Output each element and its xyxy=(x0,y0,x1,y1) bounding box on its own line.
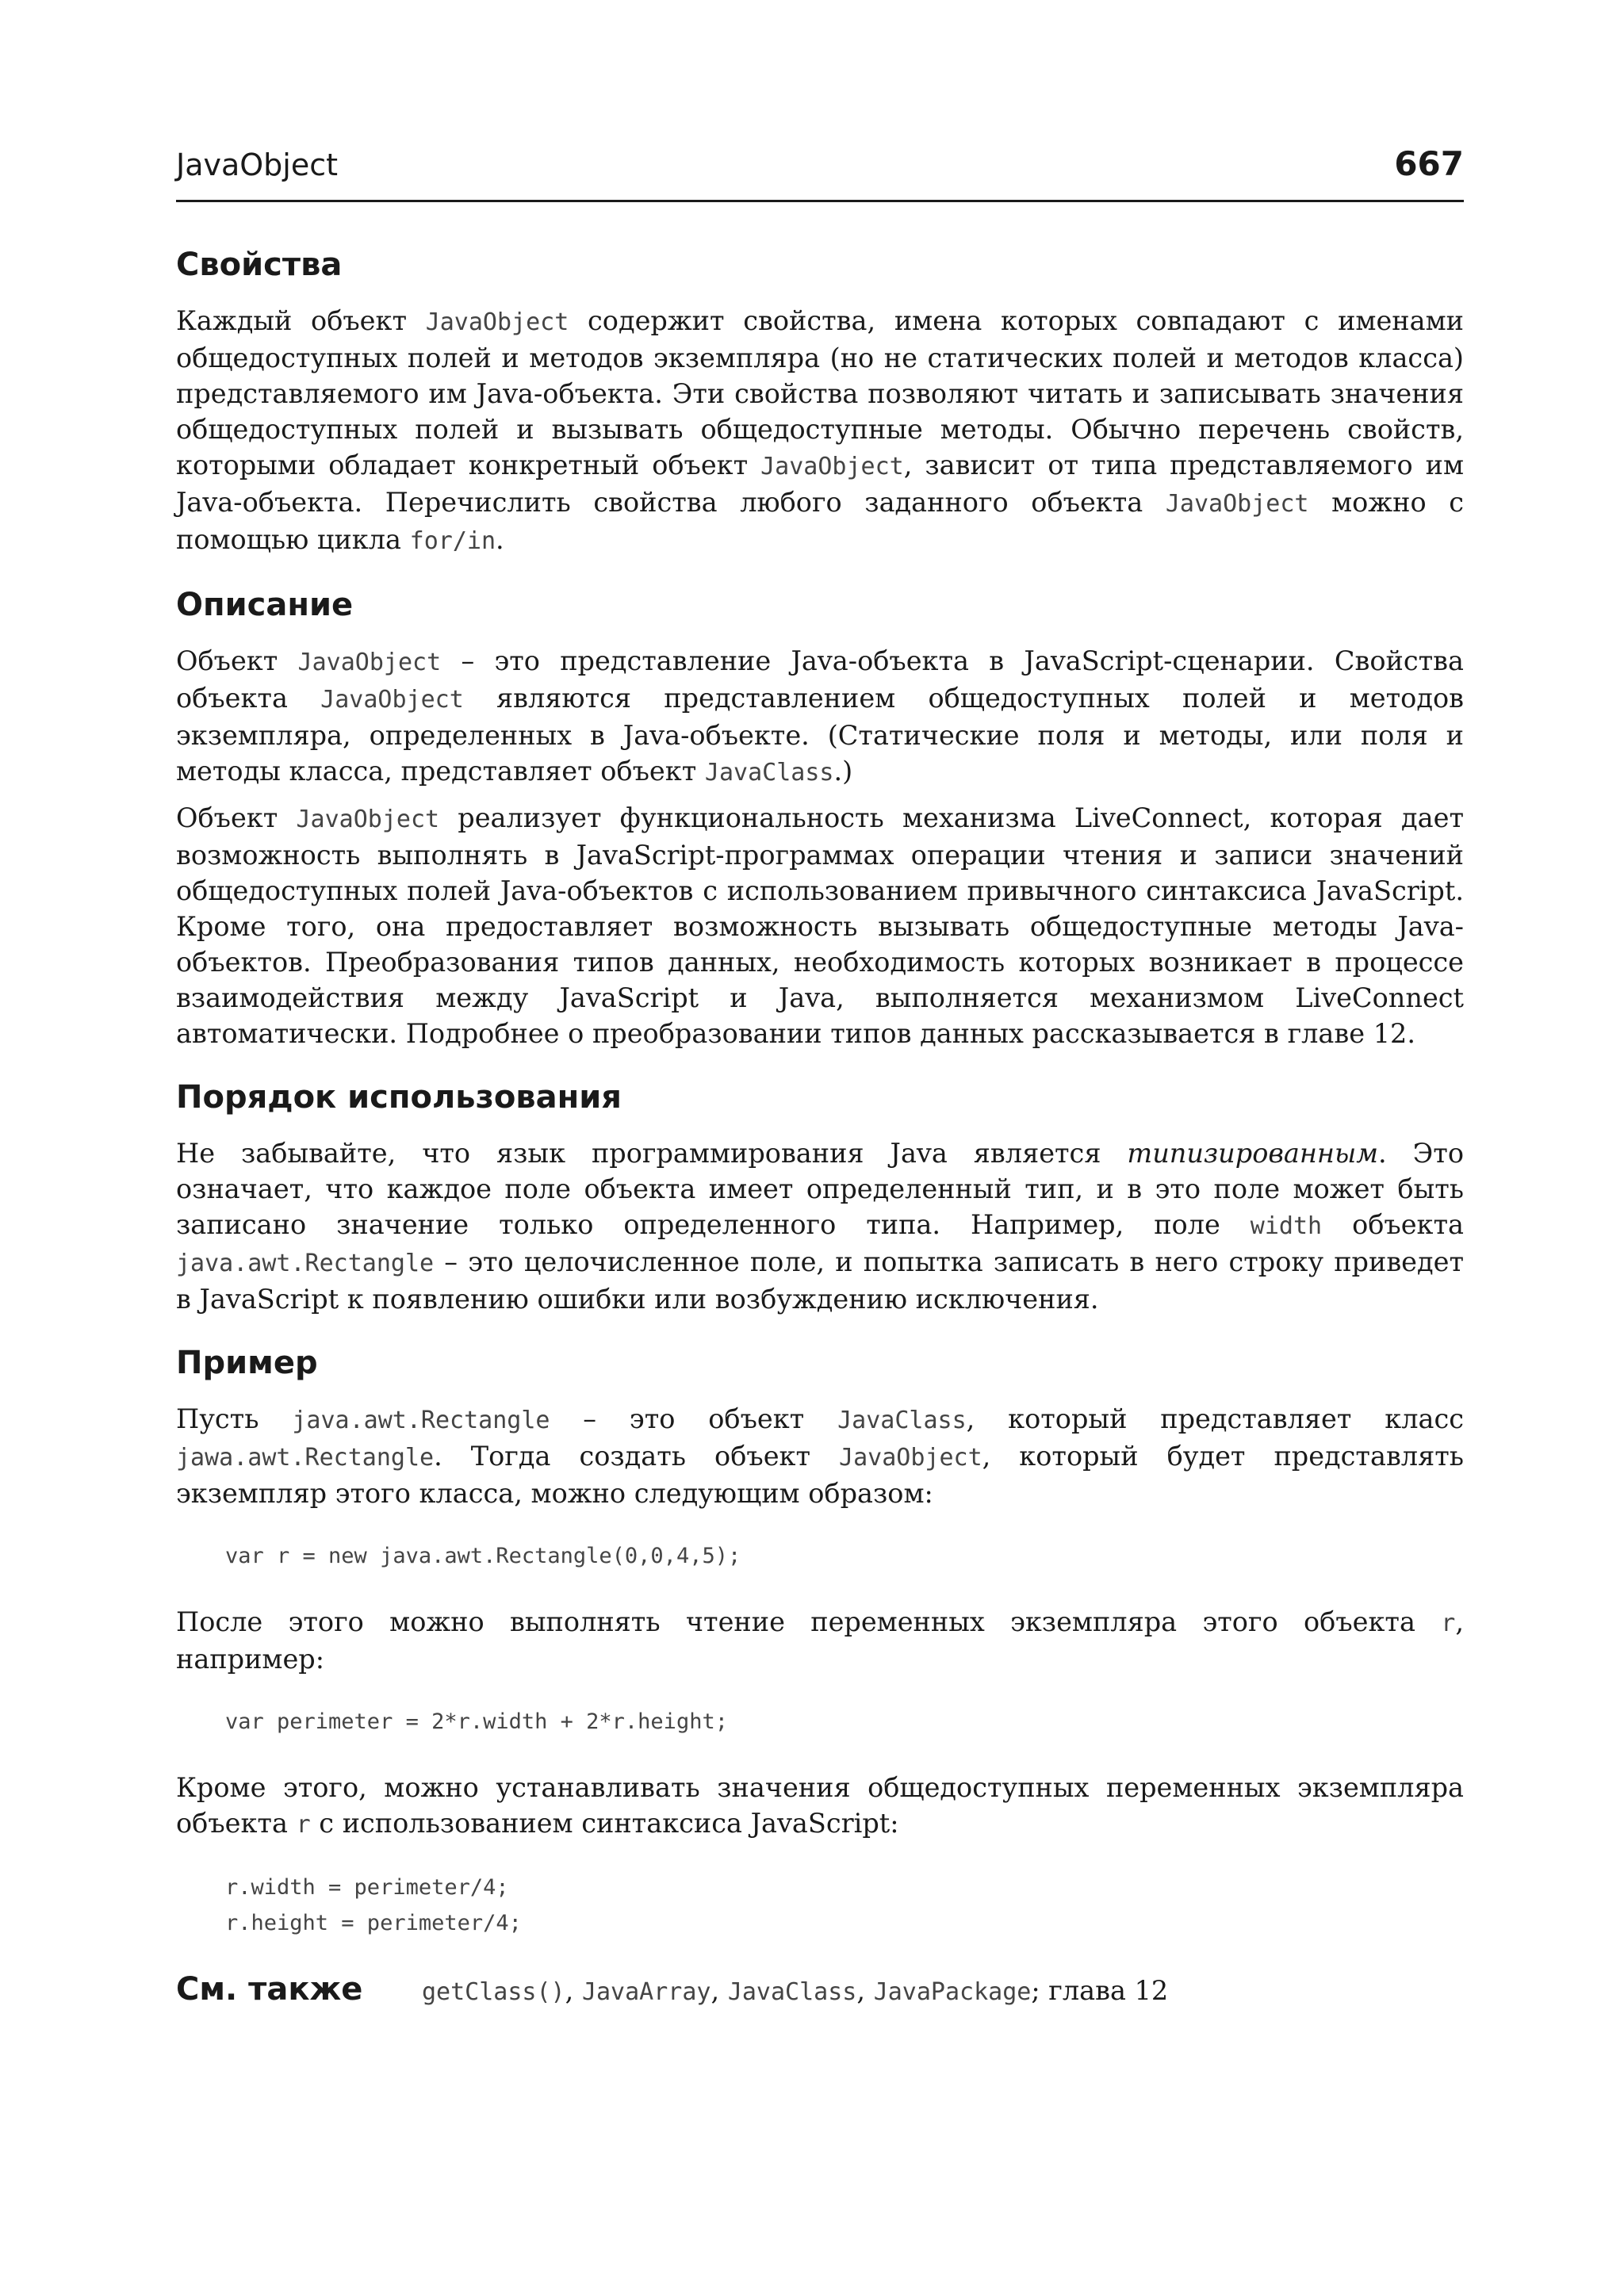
code-ref: JavaPackage xyxy=(873,1978,1032,2006)
code-ref: JavaObject xyxy=(760,453,904,480)
text: , xyxy=(710,1975,728,2006)
paragraph xyxy=(176,1401,1464,1511)
code-ref: JavaArray xyxy=(581,1978,711,2006)
text: . xyxy=(496,524,504,555)
code-ref: java.awt.Rectangle xyxy=(176,1250,435,1277)
code-ref: r xyxy=(1441,1610,1456,1637)
code-ref: r xyxy=(296,1811,311,1839)
code-ref: JavaObject xyxy=(1165,490,1309,518)
paragraph xyxy=(176,1604,1464,1677)
text: , например: xyxy=(176,1606,1464,1675)
text: . Это означает, что каждое поле объекта имеет определенный тип, и в это поле может быть записано значение только определенного типа. Например, поле xyxy=(176,1138,1464,1240)
section-example xyxy=(176,1341,1464,1941)
code-ref: JavaClass xyxy=(727,1978,857,2006)
code-ref: JavaObject xyxy=(296,806,440,833)
emphasis: типизированным xyxy=(1127,1138,1379,1169)
section-description xyxy=(176,583,1464,1051)
see-also-refs xyxy=(422,1975,1168,2006)
code-ref: JavaObject xyxy=(297,649,442,676)
section-properties xyxy=(176,243,1464,559)
text: Объект xyxy=(176,645,298,676)
text: Кроме этого, можно устанавливать значения общедоступных переменных экземпляра объекта xyxy=(176,1772,1464,1839)
see-also xyxy=(176,1971,1464,2008)
heading-example: Пример xyxy=(176,1345,318,1381)
heading-description: Описание xyxy=(176,587,354,623)
text: – это целочисленное поле, и попытка записать в него строку приведет в JavaScript к появлению ошибки или возбуждению исключения. xyxy=(176,1246,1464,1315)
code-ref: JavaObject xyxy=(425,308,569,336)
text: можно с помощью цикла xyxy=(176,487,1464,555)
text: Не забывайте, что язык программирования Java является xyxy=(176,1138,1128,1169)
text: После этого можно выполнять чтение переменных экземпляра этого объекта xyxy=(176,1606,1442,1637)
code-ref: width xyxy=(1250,1212,1323,1240)
text: , который представляет класс xyxy=(966,1403,1464,1434)
text: – это объект xyxy=(550,1403,838,1434)
content xyxy=(176,243,1464,2008)
paragraph xyxy=(176,643,1464,790)
running-head xyxy=(176,144,1464,202)
code-block: var perimeter = 2*r.width + 2*r.height; xyxy=(225,1709,728,1734)
heading-usage: Порядок использования xyxy=(176,1079,622,1116)
code-ref: JavaObject xyxy=(839,1444,982,1472)
text: реализует функциональность механизма LiveConnect, которая дает возможность выполнять в JavaScript-программах операции чтения и записи значений общедоступных полей Java-объектов с использованием привычного синтаксиса JavaScript. Кроме того, она предоставляет возможность вызывать общедоступные методы Java-объектов. Преобразования типов данных, необходимость которых возникает в процессе взаимодействия между JavaScript и Java, выполняется механизмом LiveConnect автоматически. Подробнее о преобразовании типов данных рассказывается в главе 12. xyxy=(176,802,1464,1049)
code-ref: for/in xyxy=(409,527,496,555)
text: , зависит от типа представляемого им Java-объекта. Перечислить свойства любого заданного объекта xyxy=(176,450,1464,518)
text: Объект xyxy=(176,802,297,833)
paragraph xyxy=(176,800,1464,1051)
paragraph xyxy=(176,1135,1464,1317)
section-usage xyxy=(176,1075,1464,1317)
text: , xyxy=(565,1975,582,2006)
code-ref: jawa.awt.Rectangle xyxy=(176,1444,435,1472)
page-number: 667 xyxy=(1394,144,1464,183)
text: с использованием синтаксиса JavaScript: xyxy=(310,1808,899,1839)
code-ref: java.awt.Rectangle xyxy=(292,1407,550,1434)
text: ; глава 12 xyxy=(1031,1975,1169,2006)
heading-properties: Свойства xyxy=(176,247,343,283)
text: объекта xyxy=(1322,1209,1464,1240)
code-ref: getClass() xyxy=(422,1978,565,2006)
text: являются представлением общедоступных полей и методов экземпляра, определенных в Java-объекте. (Статические поля и методы, или поля и методы класса, представляет объект xyxy=(176,683,1464,787)
text: Пусть xyxy=(176,1403,293,1434)
see-also-label: См. также xyxy=(176,1971,363,2008)
text: . Тогда создать объект xyxy=(434,1441,840,1472)
code-block: var r = new java.awt.Rectangle(0,0,4,5); xyxy=(225,1544,741,1568)
code-block: r.width = perimeter/4; r.height = perimeter/4; xyxy=(225,1875,522,1935)
code-ref: JavaClass xyxy=(704,759,834,787)
text: , xyxy=(856,1975,874,2006)
paragraph xyxy=(176,303,1464,559)
text: , который будет представлять экземпляр этого класса, можно следующим образом: xyxy=(176,1441,1464,1509)
text: – это представление Java-объекта в JavaScript-сценарии. Свойства объекта xyxy=(176,645,1464,714)
code-ref: JavaClass xyxy=(837,1407,967,1434)
code-ref: JavaObject xyxy=(320,686,464,714)
text: .) xyxy=(833,756,853,787)
paragraph xyxy=(176,1770,1464,1843)
text: Каждый объект xyxy=(176,305,426,336)
text: содержит свойства, имена которых совпадают с именами общедоступных полей и методов экземпляра (но не статических полей и методов класса) представляемого им Java-объекта. Эти свойства позволяют читать и записывать значения общедоступных полей и вызывать общедоступные методы. Обычно перечень свойств, которыми обладает конкретный объект xyxy=(176,305,1464,480)
running-head-section: JavaObject xyxy=(176,147,339,182)
